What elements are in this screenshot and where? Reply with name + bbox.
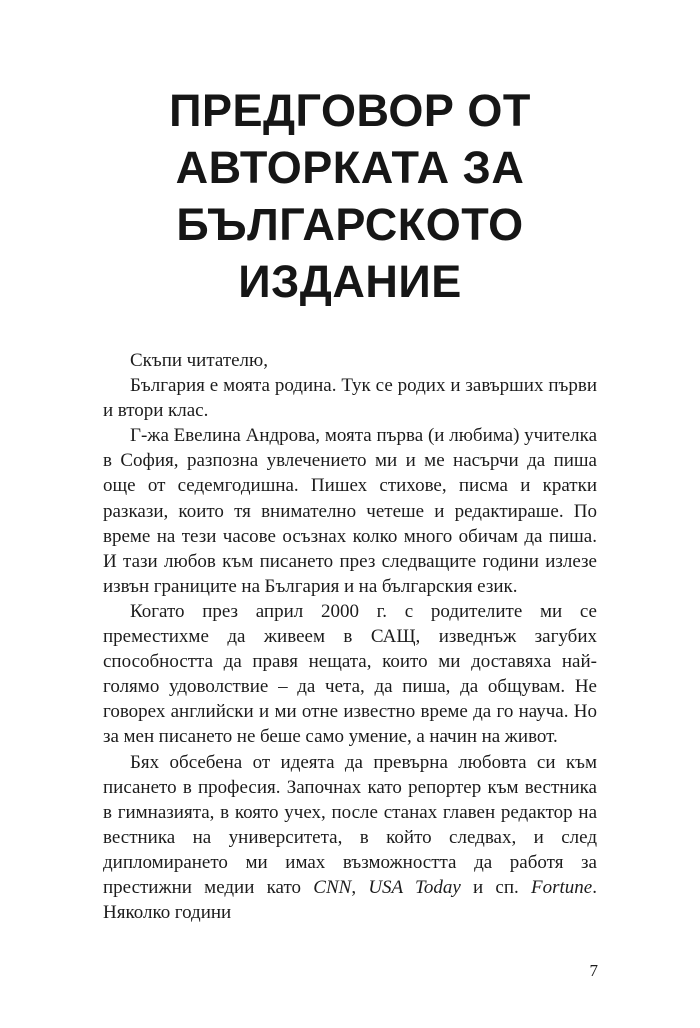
media-fortune: Fortune <box>531 876 593 898</box>
heading-line-4: ИЗДАНИЕ <box>238 256 462 307</box>
paragraph-4 <box>103 750 597 926</box>
greeting-paragraph: Скъпи читателю, <box>130 350 268 371</box>
paragraph-3: Когато през април 2000 г. с родителите ми се преместихме да живеем в САЩ, изведнъж загубих способността да правя нещата, които ми доставяха най-голямо удоволствие – да чета, да пиша, да общувам. Не говорех английски и ми отне известно време да го науча. Но за мен писането не беше само умение, а начин на живот. <box>103 600 597 748</box>
heading-line-3: БЪЛГАРСКОТО <box>176 199 524 250</box>
heading-line-2: АВТОРКАТА ЗА <box>175 142 525 193</box>
page-number: 7 <box>589 961 598 980</box>
heading-line-1: ПРЕДГОВОР ОТ <box>169 85 531 136</box>
separator-2: и сп. <box>460 876 532 898</box>
paragraph-1: България е моята родина. Тук се родих и завърших първи и втори клас. <box>103 375 597 422</box>
paragraph-4-tail: . Няколко години <box>103 876 597 924</box>
paragraph-2: Г-жа Евелина Андрова, моята първа (и любима) учителка в София, разпозна увлечението ми и ме насърчи да пиша още от седемгодишна. Пишех стихове, писма и кратки разкази, които тя внимателно четеше и редактираше. По време на тези часове осъзнах колко много обичам да пиша. И тази любов към писането през следващите години излезе извън границите на България и на българския език. <box>103 425 597 597</box>
separator-1: , <box>351 876 369 898</box>
paragraph-4-text: Бях обсебена от идеята да превърна любовта си към писането в професия. Започнах като репортер към вестника в гимназията, в която учех, после станах главен редактор на вестника на университета, в който следвах, и след дипломирането ми имах възможността да работя за престижни медии като <box>103 751 597 898</box>
body-text <box>103 348 597 925</box>
chapter-heading <box>100 82 600 310</box>
media-cnn: CNN <box>313 876 352 898</box>
media-usa-today: USA Today <box>368 876 461 898</box>
